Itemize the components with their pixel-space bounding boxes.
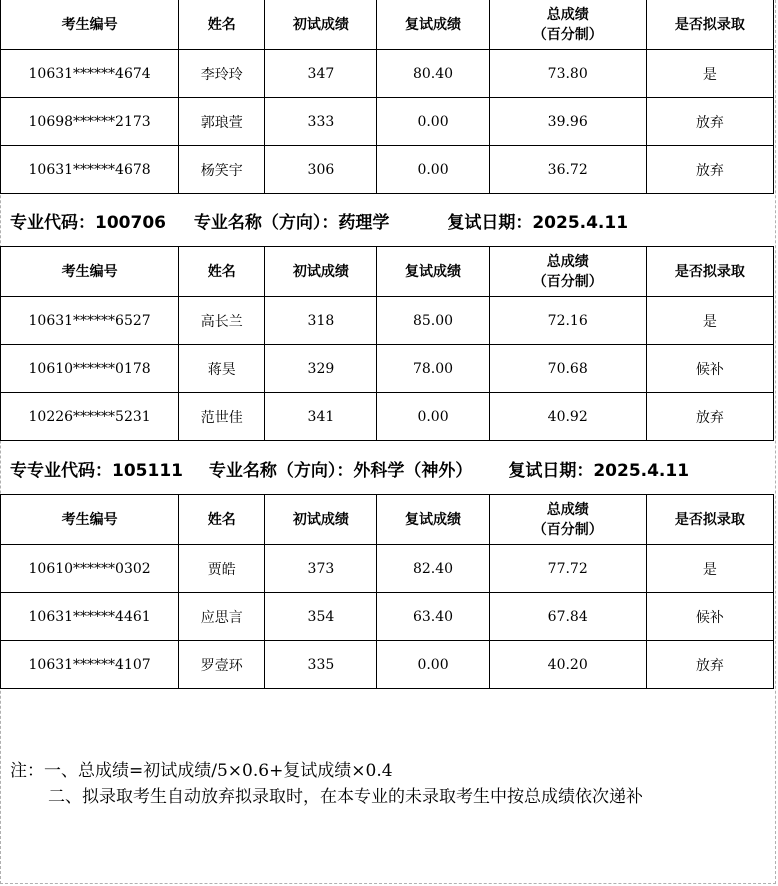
candidate-id: 10698******2173: [1, 98, 179, 146]
header-initial-score: 初试成绩: [265, 495, 377, 545]
table-row: [1, 146, 774, 194]
major-code: 105111: [112, 461, 183, 481]
note-line-2: 二、拟录取考生自动放弃拟录取时，在本专业的未录取考生中按总成绩依次递补: [48, 787, 643, 807]
header-candidate-id: 考生编号: [1, 0, 179, 50]
retest-score: 78.00: [377, 345, 489, 393]
candidate-name: 应思言: [179, 593, 265, 641]
total-score: 39.96: [489, 98, 646, 146]
admission-status: 放弃: [646, 146, 773, 194]
candidate-id: 10610******0178: [1, 345, 179, 393]
major-code: 100706: [95, 213, 166, 233]
admission-status: 候补: [646, 593, 773, 641]
table-row: [1, 297, 774, 345]
initial-score: 354: [265, 593, 377, 641]
major-name-label: 专业名称（方向）：: [208, 461, 354, 481]
initial-score: 306: [265, 146, 377, 194]
candidate-name: 范世佳: [179, 393, 265, 441]
total-score: 72.16: [489, 297, 646, 345]
admission-status: 放弃: [646, 98, 773, 146]
candidate-name: 郭琅萱: [179, 98, 265, 146]
score-table-3: [0, 494, 774, 689]
candidate-id: 10631******4674: [1, 50, 179, 98]
retest-score: 0.00: [377, 98, 489, 146]
retest-score: 85.00: [377, 297, 489, 345]
candidate-id: 10631******6527: [1, 297, 179, 345]
admission-status: 是: [646, 297, 773, 345]
header-name: 姓名: [179, 247, 265, 297]
admission-status: 放弃: [646, 641, 773, 689]
retest-score: 82.40: [377, 545, 489, 593]
initial-score: 333: [265, 98, 377, 146]
admission-status: 候补: [646, 345, 773, 393]
table-row: [1, 98, 774, 146]
retest-date-label: 复试日期：: [508, 461, 594, 481]
candidate-id: 10610******0302: [1, 545, 179, 593]
major-name: 药理学: [338, 213, 390, 233]
candidate-name: 李玲玲: [179, 50, 265, 98]
initial-score: 318: [265, 297, 377, 345]
header-initial-score: 初试成绩: [265, 247, 377, 297]
header-admission: 是否拟录取: [646, 495, 773, 545]
header-total-score: 总成绩 （百分制）: [489, 0, 646, 50]
table-header-row: [1, 0, 774, 50]
admission-status: 是: [646, 50, 773, 98]
section-heading-surgery: [10, 456, 689, 481]
retest-score: 0.00: [377, 146, 489, 194]
major-name: 外科学（神外）: [353, 461, 473, 481]
header-total-score: 总成绩 （百分制）: [489, 247, 646, 297]
candidate-id: 10226******5231: [1, 393, 179, 441]
major-code-label: 专专业代码：: [10, 461, 112, 481]
score-table-2: [0, 246, 774, 441]
initial-score: 341: [265, 393, 377, 441]
table-row: [1, 593, 774, 641]
retest-score: 63.40: [377, 593, 489, 641]
candidate-id: 10631******4678: [1, 146, 179, 194]
header-candidate-id: 考生编号: [1, 247, 179, 297]
header-retest-score: 复试成绩: [377, 247, 489, 297]
table-row: [1, 393, 774, 441]
header-initial-score: 初试成绩: [265, 0, 377, 50]
total-score: 36.72: [489, 146, 646, 194]
total-score: 70.68: [489, 345, 646, 393]
initial-score: 329: [265, 345, 377, 393]
candidate-name: 罗壹环: [179, 641, 265, 689]
initial-score: 335: [265, 641, 377, 689]
candidate-id: 10631******4461: [1, 593, 179, 641]
retest-date: 2025.4.11: [593, 461, 690, 481]
header-admission: 是否拟录取: [646, 247, 773, 297]
candidate-name: 杨笑宇: [179, 146, 265, 194]
retest-score: 80.40: [377, 50, 489, 98]
candidate-name: 高长兰: [179, 297, 265, 345]
total-score: 40.20: [489, 641, 646, 689]
total-score: 77.72: [489, 545, 646, 593]
admission-status: 放弃: [646, 393, 773, 441]
table-row: [1, 50, 774, 98]
table-row: [1, 345, 774, 393]
retest-score: 0.00: [377, 393, 489, 441]
table-header-row: [1, 247, 774, 297]
header-name: 姓名: [179, 0, 265, 50]
initial-score: 347: [265, 50, 377, 98]
header-retest-score: 复试成绩: [377, 495, 489, 545]
candidate-id: 10631******4107: [1, 641, 179, 689]
notes: [10, 758, 643, 810]
header-admission: 是否拟录取: [646, 0, 773, 50]
retest-score: 0.00: [377, 641, 489, 689]
admission-status: 是: [646, 545, 773, 593]
header-name: 姓名: [179, 495, 265, 545]
section-heading-pharmacology: [10, 208, 628, 233]
major-code-label: 专业代码：: [10, 213, 95, 233]
note-line-1: 注：一、总成绩=初试成绩/5×0.6+复试成绩×0.4: [10, 761, 393, 781]
header-total-score: 总成绩 （百分制）: [489, 495, 646, 545]
total-score: 67.84: [489, 593, 646, 641]
retest-date: 2025.4.11: [532, 213, 629, 233]
candidate-name: 贾皓: [179, 545, 265, 593]
header-candidate-id: 考生编号: [1, 495, 179, 545]
table-row: [1, 545, 774, 593]
retest-date-label: 复试日期：: [447, 213, 533, 233]
header-retest-score: 复试成绩: [377, 0, 489, 50]
initial-score: 373: [265, 545, 377, 593]
total-score: 73.80: [489, 50, 646, 98]
total-score: 40.92: [489, 393, 646, 441]
table-header-row: [1, 495, 774, 545]
score-table-1: [0, 0, 774, 194]
candidate-name: 蒋昊: [179, 345, 265, 393]
major-name-label: 专业名称（方向）：: [193, 213, 339, 233]
table-row: [1, 641, 774, 689]
